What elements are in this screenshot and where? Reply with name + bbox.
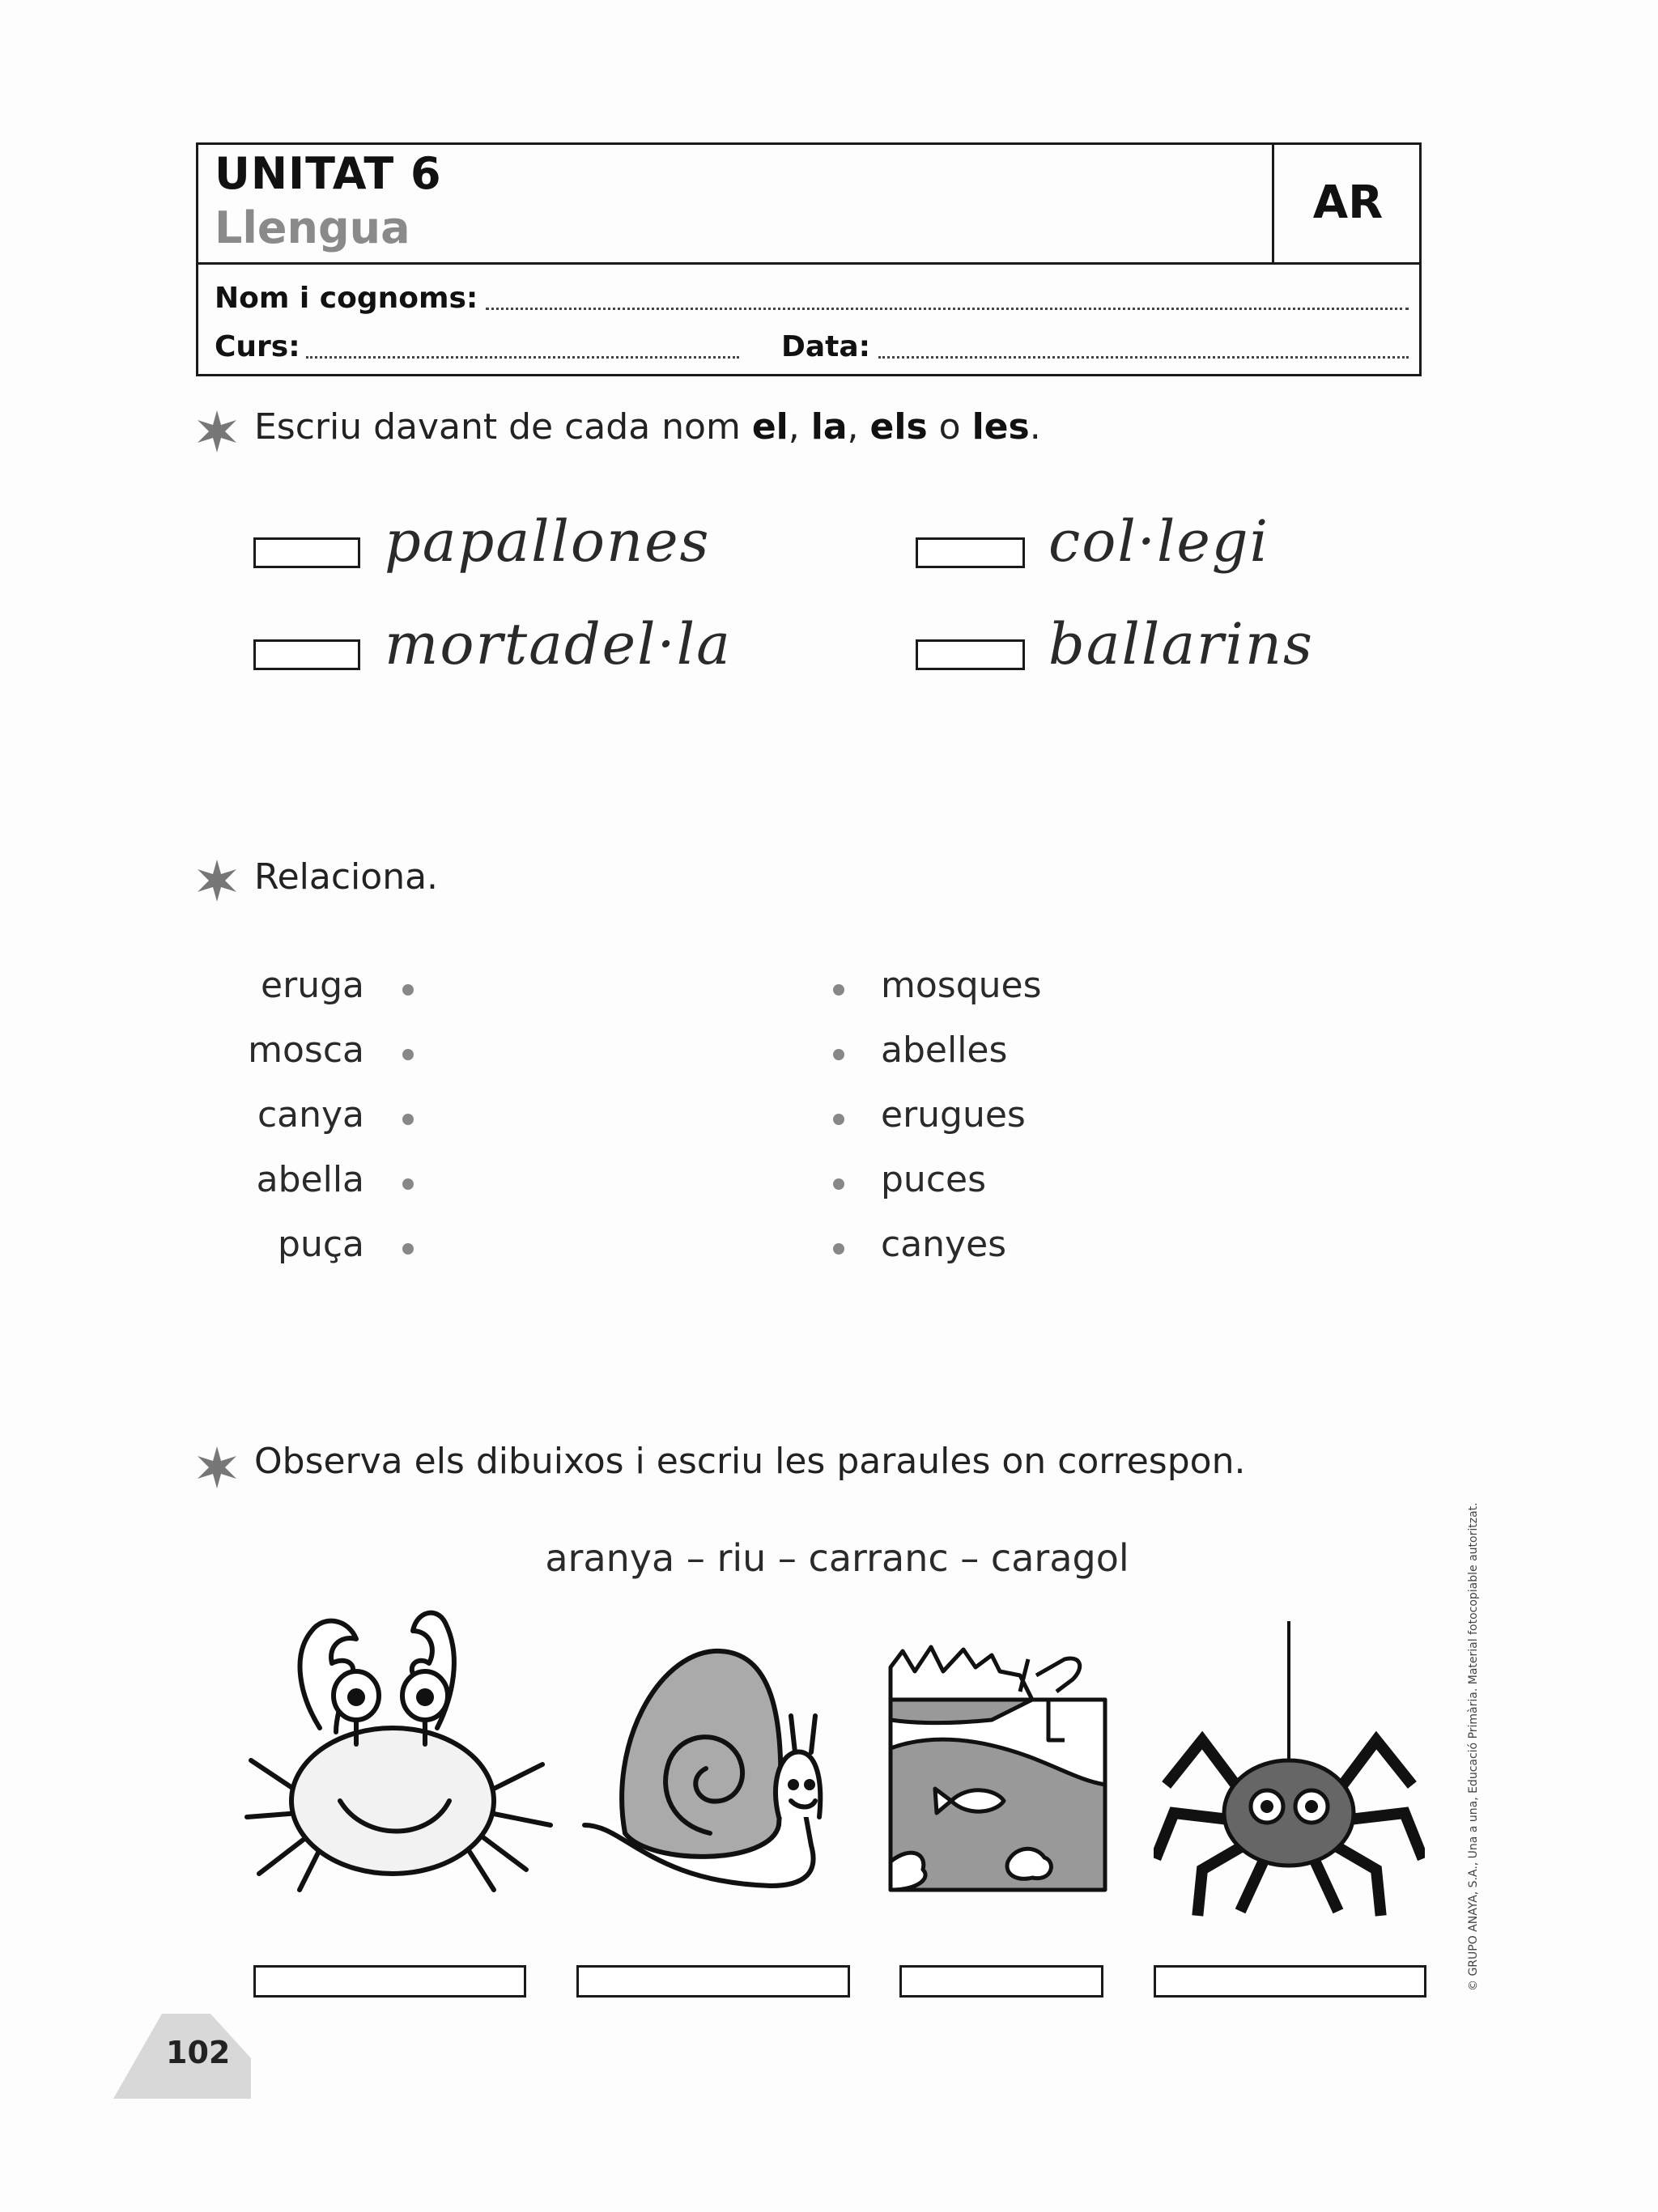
subject-title: Llengua (215, 202, 410, 253)
unit-title: UNITAT 6 (215, 148, 442, 199)
cursive-word: mortadel·la (385, 611, 732, 677)
article-els: els (869, 406, 928, 448)
match-dot[interactable] (402, 1114, 414, 1125)
picture-answer-box[interactable] (576, 1965, 850, 1998)
page-number: 102 (166, 2035, 231, 2070)
match-dot[interactable] (833, 1178, 844, 1190)
copyright-text: © GRUPO ANAYA, S.A., Una a una, Educació Primària. Material fotocopiable autoritzat. (1467, 1502, 1480, 1991)
word-bank: aranya – riu – carranc – caragol (545, 1536, 1129, 1580)
spider-icon (1154, 1619, 1425, 1918)
date-field[interactable] (878, 356, 1409, 359)
separator: , (788, 406, 800, 448)
match-dot[interactable] (833, 1114, 844, 1125)
singular-word: abella (256, 1159, 364, 1200)
match-dot[interactable] (402, 1243, 414, 1255)
star-icon (194, 858, 240, 903)
singular-word: puça (278, 1224, 364, 1265)
copyright-notice (1467, 1392, 1491, 1991)
snail-icon (576, 1639, 831, 1906)
singular-word: eruga (261, 965, 364, 1006)
plural-word: erugues (881, 1094, 1026, 1136)
river-icon (886, 1643, 1109, 1894)
article-el: el (751, 406, 789, 448)
or-word: o (938, 406, 961, 448)
match-dot[interactable] (833, 1049, 844, 1060)
header-divider (196, 262, 1422, 265)
singular-word: canya (257, 1094, 364, 1136)
match-dot[interactable] (402, 984, 414, 996)
cursive-word: col·legi (1048, 508, 1269, 575)
star-icon (194, 1445, 240, 1490)
exercise1-instruction (254, 406, 1041, 448)
plural-word: canyes (881, 1224, 1007, 1265)
level-code: AR (1312, 176, 1384, 229)
match-dot[interactable] (402, 1049, 414, 1060)
article-la: la (810, 406, 848, 448)
name-field[interactable] (486, 308, 1409, 310)
article-answer-box[interactable] (253, 537, 360, 568)
match-dot[interactable] (402, 1178, 414, 1190)
name-label: Nom i cognoms: (215, 282, 478, 315)
exercise3-instruction: Observa els dibuixos i escriu les paraules on correspon. (254, 1441, 1246, 1482)
picture-answer-box[interactable] (899, 1965, 1103, 1998)
cursive-word: ballarins (1048, 611, 1314, 677)
plural-word: mosques (881, 965, 1042, 1006)
article-answer-box[interactable] (916, 537, 1025, 568)
match-dot[interactable] (833, 984, 844, 996)
date-label: Data: (781, 330, 871, 363)
header-vertical-divider (1272, 142, 1274, 264)
article-les: les (971, 406, 1030, 448)
star-icon (194, 409, 240, 454)
exercise2-instruction: Relaciona. (254, 856, 439, 898)
plural-word: abelles (881, 1030, 1008, 1071)
article-answer-box[interactable] (916, 639, 1025, 670)
cursive-word: papallones (385, 508, 711, 575)
crab-icon (243, 1598, 555, 1906)
separator: , (847, 406, 859, 448)
singular-word: mosca (248, 1030, 364, 1071)
course-label: Curs: (215, 330, 300, 363)
plural-word: puces (881, 1159, 987, 1200)
picture-answer-box[interactable] (253, 1965, 526, 1998)
match-dot[interactable] (833, 1243, 844, 1255)
instruction-text: Escriu davant de cada nom (254, 406, 741, 448)
course-field[interactable] (306, 356, 739, 359)
picture-answer-box[interactable] (1154, 1965, 1426, 1998)
article-answer-box[interactable] (253, 639, 360, 670)
period: . (1029, 406, 1041, 448)
